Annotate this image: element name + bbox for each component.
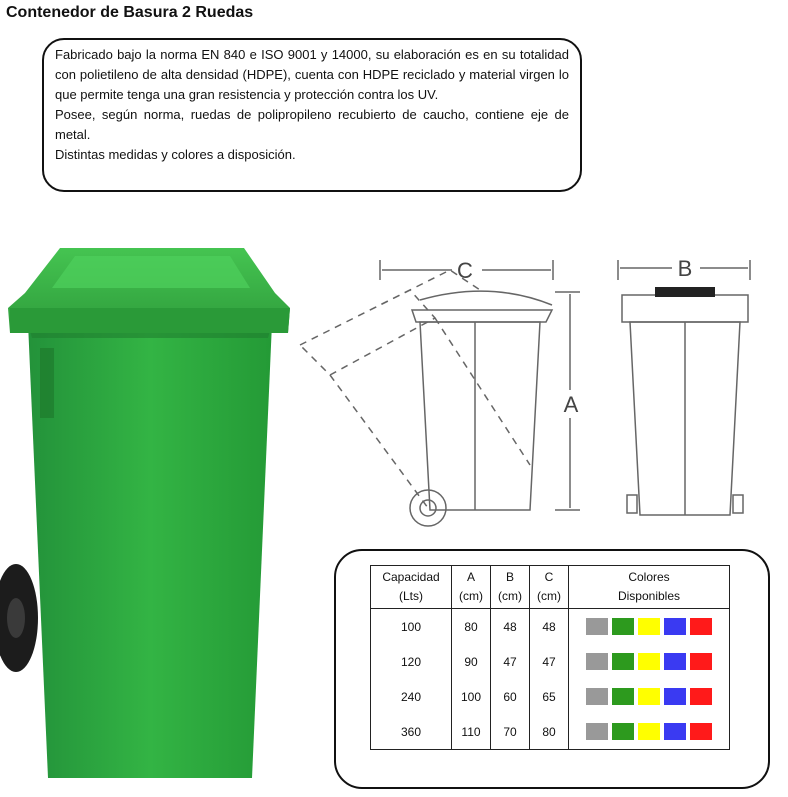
color-swatch xyxy=(612,653,634,670)
page-title: Contenedor de Basura 2 Ruedas xyxy=(6,4,254,21)
table-row xyxy=(371,609,730,645)
description-paragraph-2: Posee, según norma, ruedas de polipropileno recubierto de caucho, contiene eje de metal. xyxy=(55,107,569,142)
a-cell: 100 xyxy=(452,679,491,714)
capacity-cell: 240 xyxy=(371,679,452,714)
color-swatches xyxy=(569,644,730,679)
color-swatch xyxy=(664,618,686,635)
color-swatch xyxy=(638,723,660,740)
color-swatches xyxy=(569,609,730,645)
color-swatch xyxy=(664,688,686,705)
color-swatch xyxy=(690,653,712,670)
label-c: C xyxy=(457,258,473,283)
color-swatch xyxy=(586,653,608,670)
color-swatch xyxy=(638,618,660,635)
color-swatch xyxy=(586,688,608,705)
specs-box xyxy=(334,549,770,789)
table-row xyxy=(371,644,730,679)
c-cell: 80 xyxy=(530,714,569,750)
description-paragraph-3: Distintas medidas y colores a disposición. xyxy=(55,147,296,162)
capacity-cell: 360 xyxy=(371,714,452,750)
color-swatch xyxy=(612,618,634,635)
description-paragraph-1: Fabricado bajo la norma EN 840 e ISO 9001 y 14000, su elaboración es en su totalidad con polietileno de alta densidad (HDPE), cuenta con HDPE reciclado y material virgen lo que permite tenga una gran resistencia y protección contra los UV. xyxy=(55,47,569,102)
color-swatch xyxy=(664,723,686,740)
header-c: C (cm) xyxy=(530,566,569,609)
label-b: B xyxy=(677,256,693,281)
table-header-row xyxy=(371,566,730,609)
header-b: B (cm) xyxy=(491,566,530,609)
c-cell: 47 xyxy=(530,644,569,679)
table-row xyxy=(371,714,730,750)
b-cell: 48 xyxy=(491,609,530,645)
lid-handle-icon xyxy=(655,287,715,297)
header-colores: Colores Disponibles xyxy=(569,566,730,609)
label-a: A xyxy=(563,392,579,417)
bin-image xyxy=(0,248,300,797)
b-cell: 47 xyxy=(491,644,530,679)
capacity-cell: 100 xyxy=(371,609,452,645)
color-swatch xyxy=(638,688,660,705)
capacity-cell: 120 xyxy=(371,644,452,679)
specs-table xyxy=(370,565,730,750)
bin-body xyxy=(28,323,272,778)
header-a: A (cm) xyxy=(452,566,491,609)
header-capacidad: Capacidad (Lts) xyxy=(371,566,452,609)
color-swatch xyxy=(586,618,608,635)
a-cell: 110 xyxy=(452,714,491,750)
b-cell: 60 xyxy=(491,679,530,714)
color-swatch xyxy=(690,723,712,740)
b-cell: 70 xyxy=(491,714,530,750)
dimension-diagram xyxy=(290,250,765,530)
color-swatch xyxy=(664,653,686,670)
color-swatch xyxy=(690,618,712,635)
description-box xyxy=(42,38,582,192)
color-swatch xyxy=(690,688,712,705)
table-row xyxy=(371,679,730,714)
color-swatch xyxy=(586,723,608,740)
color-swatch xyxy=(612,723,634,740)
a-cell: 80 xyxy=(452,609,491,645)
color-swatch xyxy=(612,688,634,705)
a-cell: 90 xyxy=(452,644,491,679)
color-swatches xyxy=(569,714,730,750)
c-cell: 65 xyxy=(530,679,569,714)
c-cell: 48 xyxy=(530,609,569,645)
color-swatches xyxy=(569,679,730,714)
color-swatch xyxy=(638,653,660,670)
